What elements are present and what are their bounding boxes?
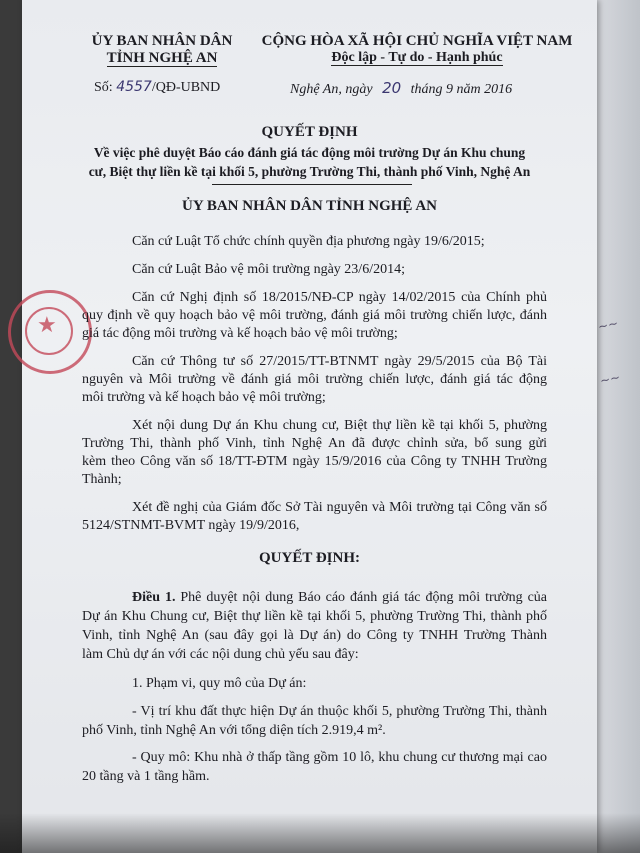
section-text: - Quy mô: Khu nhà ở thấp tầng gồm 10 lô, khu chung cư thương mại cao bbox=[132, 750, 547, 765]
article-text: Dự án Khu Chung cư, Biệt thự liền kề tại khối 5, phường Trường Thi, thành phố bbox=[82, 609, 547, 624]
basis-line: Xét đề nghị của Giám đốc Sở Tài nguyên và Môi trường tại Công văn số bbox=[132, 500, 547, 515]
basis-line: 5124/STNMT-BVMT ngày 19/9/2016, bbox=[82, 518, 300, 533]
issuer-name: ỦY BAN NHÂN DÂN bbox=[91, 33, 233, 49]
basis-line: kèm theo Công văn số 18/TT-ĐTM ngày 15/9/2016 của Công ty TNHH Trường bbox=[82, 454, 547, 469]
basis-line: môi trường và kế hoạch bảo vệ môi trường; bbox=[82, 390, 326, 405]
subject-line-2: cư, Biệt thự liền kề tại khối 5, phường Trường Thi, thành phố Vinh, Nghệ An bbox=[88, 164, 531, 179]
national-motto: Độc lập - Tự do - Hạnh phúc bbox=[331, 50, 503, 65]
handwritten-number: 4557 bbox=[116, 79, 152, 95]
article-text: Vinh, tỉnh Nghệ An (sau đây gọi là Dự án) do Công ty TNHH Trường Thành bbox=[82, 628, 547, 643]
article-text: Phê duyệt nội dung Báo cáo đánh giá tác động môi trường của bbox=[175, 590, 548, 605]
section-text: - Vị trí khu đất thực hiện Dự án thuộc khối 5, phường Trường Thi, thành bbox=[132, 704, 547, 719]
document-page bbox=[22, 0, 597, 853]
handwritten-scribble: ~~ bbox=[596, 316, 620, 334]
document-title: QUYẾT ĐỊNH bbox=[261, 124, 358, 140]
basis-line: Căn cứ Luật Bảo vệ môi trường ngày 23/6/2014; bbox=[132, 262, 405, 277]
section-text: phố Vinh, tỉnh Nghệ An với tổng diện tích 2.919,4 m². bbox=[82, 723, 386, 738]
photo-shadow bbox=[0, 813, 640, 853]
section-heading: 1. Phạm vi, quy mô của Dự án: bbox=[132, 676, 307, 691]
article-text: làm Chủ dự án với các nội dung chủ yếu sau đây: bbox=[82, 647, 359, 662]
basis-line: Xét nội dung Dự án Khu chung cư, Biệt thự liền kề tại khối 5, phường bbox=[132, 418, 547, 433]
basis-line: Thành; bbox=[82, 472, 122, 487]
handwritten-day: 20 bbox=[382, 79, 402, 97]
decision-heading: QUYẾT ĐỊNH: bbox=[259, 550, 360, 566]
basis-line: giá tác động môi trường và kế hoạch bảo vệ môi trường; bbox=[82, 326, 398, 341]
document-number: Số: 4557/QĐ-UBND bbox=[94, 79, 221, 95]
national-title: CỘNG HÒA XÃ HỘI CHỦ NGHĨA VIỆT NAM bbox=[261, 33, 573, 49]
basis-line: Căn cứ Nghị định số 18/2015/NĐ-CP ngày 14/02/2015 của Chính phủ bbox=[132, 290, 547, 305]
section-text: 20 tầng và 1 tầng hầm. bbox=[82, 769, 210, 784]
basis-line: nguyên và Môi trường về đánh giá môi trường chiến lược, đánh giá tác động bbox=[82, 372, 547, 387]
issue-date: Nghệ An, ngày 20 tháng 9 năm 2016 bbox=[290, 79, 513, 97]
issuer-province: TỈNH NGHỆ AN bbox=[106, 50, 218, 66]
article-label: Điều 1. bbox=[132, 590, 176, 605]
basis-line: Căn cứ Thông tư số 27/2015/TT-BTNMT ngày 29/5/2015 của Bộ Tài bbox=[132, 354, 547, 369]
basis-line: Trường Thi, thành phố Vinh, tỉnh Nghệ An đã được chỉnh sửa, bổ sung gửi bbox=[82, 436, 547, 451]
basis-line: Căn cứ Luật Tổ chức chính quyền địa phương ngày 19/6/2015; bbox=[132, 234, 485, 249]
basis-line: quy định về quy hoạch bảo vệ môi trường, đánh giá môi trường chiến lược, đánh bbox=[82, 308, 547, 323]
title-underline bbox=[212, 184, 412, 185]
subject-line-1: Về việc phê duyệt Báo cáo đánh giá tác động môi trường Dự án Khu chung bbox=[93, 145, 526, 160]
handwritten-scribble: ~~ bbox=[598, 370, 622, 388]
star-icon: ★ bbox=[37, 313, 57, 338]
authority-heading: ỦY BAN NHÂN DÂN TỈNH NGHỆ AN bbox=[181, 198, 438, 214]
red-seal-stamp bbox=[8, 290, 92, 374]
